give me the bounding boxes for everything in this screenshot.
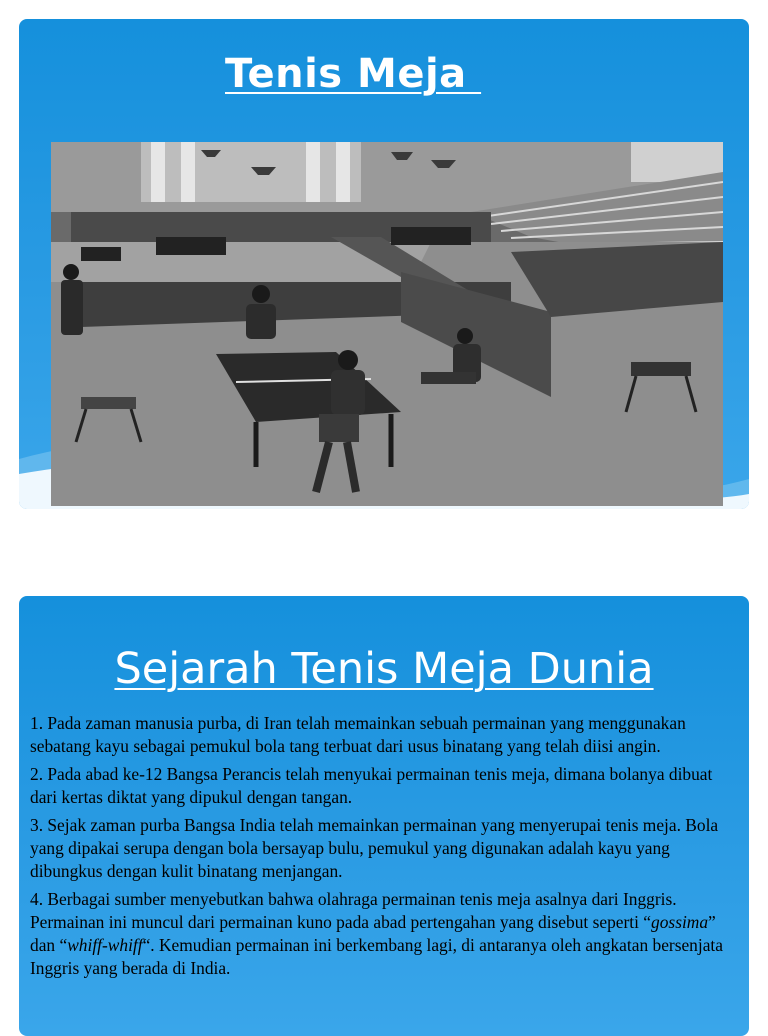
term-whiff-whiff: whiff-whiff — [67, 935, 143, 955]
table-tennis-photo — [51, 142, 723, 506]
paragraph-1: 1. Pada zaman manusia purba, di Iran telah memainkan sebuah permainan yang menggunakan sebatang kayu sebagai pemukul bola tang terbuat dari usus binatang yang telah diisi angin. — [30, 713, 686, 756]
paragraph-4-part-c: “. Kemudian permainan ini berkembang lagi, di antaranya oleh angkatan bersenjata Inggris yang berada di India. — [30, 935, 723, 978]
paragraph-3: 3. Sejak zaman purba Bangsa India telah memainkan permainan yang menyerupai tenis meja. Bola yang dipakai serupa dengan bola bersayap bulu, pemukul yang digunakan adalah kayu yang dibungkus dengan kulit binatang menjangan. — [30, 815, 719, 881]
history-body — [30, 712, 742, 985]
slide-title: Sejarah Tenis Meja Dunia — [114, 644, 654, 694]
paragraph-2: 2. Pada abad ke-12 Bangsa Perancis telah menyukai permainan tenis meja, dimana bolanya dibuat dari kertas diktat yang dipukul dengan tangan. — [30, 764, 713, 807]
paragraph-4 — [30, 888, 742, 980]
paragraph-4-part-a: 4. Berbagai sumber menyebutkan bahwa olahraga permainan tenis meja asalnya dari Inggris. Permainan ini muncul dari permainan kuno pada abad pertengahan yang disebut seperti “ — [30, 889, 677, 932]
paragraph-4-part-b: ” dan “ — [30, 912, 716, 955]
slide-title: Tenis Meja — [225, 51, 482, 97]
slide-1 — [19, 19, 749, 509]
term-gossima: gossima — [651, 912, 709, 932]
slide-2 — [19, 596, 749, 1036]
